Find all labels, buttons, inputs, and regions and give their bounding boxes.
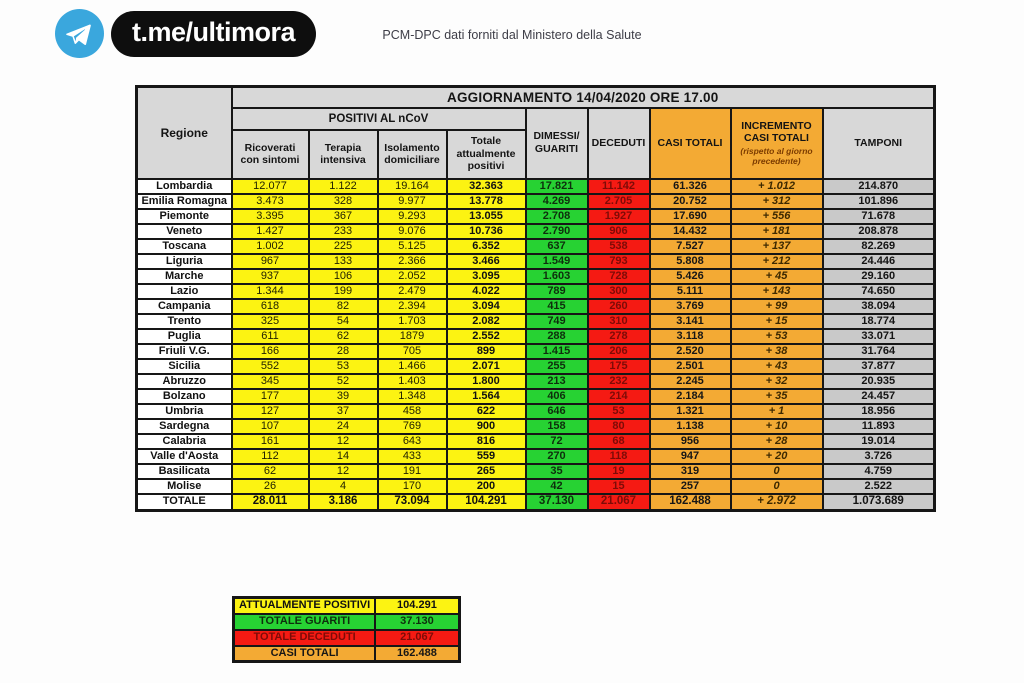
terapia-value: 133 (309, 254, 378, 269)
dimessi-value: 1.549 (526, 254, 588, 269)
column-header-tamponi: TAMPONI (823, 108, 935, 179)
deceduti-value: 538 (588, 239, 650, 254)
table-row (137, 419, 935, 434)
totale-positivi-value: 265 (447, 464, 526, 479)
dimessi-value: 270 (526, 449, 588, 464)
tamponi-value: 29.160 (823, 269, 935, 284)
tamponi-value: 101.896 (823, 194, 935, 209)
isolamento-value: 170 (378, 479, 447, 494)
totale-terapia: 3.186 (309, 494, 378, 511)
casi-totali-value: 947 (650, 449, 731, 464)
table-row (137, 194, 935, 209)
deceduti-value: 300 (588, 284, 650, 299)
deceduti-value: 80 (588, 419, 650, 434)
terapia-value: 225 (309, 239, 378, 254)
casi-totali-value: 2.520 (650, 344, 731, 359)
tamponi-value: 18.956 (823, 404, 935, 419)
table-row (137, 284, 935, 299)
dimessi-value: 646 (526, 404, 588, 419)
region-name: Bolzano (137, 389, 232, 404)
table-row (137, 464, 935, 479)
deceduti-value: 260 (588, 299, 650, 314)
legend-label-casi: CASI TOTALI (234, 646, 376, 662)
legend-label-positivi: ATTUALMENTE POSITIVI (234, 598, 376, 614)
tamponi-value: 24.457 (823, 389, 935, 404)
table-row (137, 209, 935, 224)
legend-row (234, 646, 460, 662)
casi-totali-value: 257 (650, 479, 731, 494)
ricoverati-value: 1.002 (232, 239, 309, 254)
channel-badge[interactable]: t.me/ultimora (111, 11, 316, 57)
table-row (137, 479, 935, 494)
ricoverati-value: 967 (232, 254, 309, 269)
isolamento-value: 2.394 (378, 299, 447, 314)
totale-positivi-value: 899 (447, 344, 526, 359)
totale-positivi-value: 2.552 (447, 329, 526, 344)
ricoverati-value: 166 (232, 344, 309, 359)
incremento-value: + 15 (731, 314, 823, 329)
deceduti-value: 68 (588, 434, 650, 449)
region-name: Abruzzo (137, 374, 232, 389)
ricoverati-value: 937 (232, 269, 309, 284)
terapia-value: 367 (309, 209, 378, 224)
casi-totali-value: 2.184 (650, 389, 731, 404)
casi-totali-value: 2.245 (650, 374, 731, 389)
tamponi-value: 3.726 (823, 449, 935, 464)
isolamento-value: 9.076 (378, 224, 447, 239)
incremento-value: + 28 (731, 434, 823, 449)
totale-positivi-value: 13.055 (447, 209, 526, 224)
tamponi-value: 33.071 (823, 329, 935, 344)
casi-totali-value: 1.138 (650, 419, 731, 434)
dimessi-value: 35 (526, 464, 588, 479)
incremento-value: + 38 (731, 344, 823, 359)
deceduti-value: 206 (588, 344, 650, 359)
casi-totali-value: 5.111 (650, 284, 731, 299)
casi-totali-value: 17.690 (650, 209, 731, 224)
casi-totali-value: 7.527 (650, 239, 731, 254)
deceduti-value: 1.927 (588, 209, 650, 224)
terapia-value: 233 (309, 224, 378, 239)
totale-casi: 162.488 (650, 494, 731, 511)
tamponi-value: 18.774 (823, 314, 935, 329)
incremento-value: + 20 (731, 449, 823, 464)
totale-positivi: 104.291 (447, 494, 526, 511)
terapia-value: 199 (309, 284, 378, 299)
ricoverati-value: 127 (232, 404, 309, 419)
table-row (137, 299, 935, 314)
totale-positivi-value: 4.022 (447, 284, 526, 299)
data-source-note: PCM-DPC dati forniti dal Ministero della Salute (382, 28, 642, 42)
tamponi-value: 214.870 (823, 179, 935, 194)
incremento-value: + 32 (731, 374, 823, 389)
ricoverati-value: 3.395 (232, 209, 309, 224)
isolamento-value: 5.125 (378, 239, 447, 254)
isolamento-value: 1.403 (378, 374, 447, 389)
totale-ricoverati: 28.011 (232, 494, 309, 511)
ricoverati-value: 12.077 (232, 179, 309, 194)
region-name: Lazio (137, 284, 232, 299)
deceduti-value: 793 (588, 254, 650, 269)
column-header-dimessi: DIMESSI/ GUARITI (526, 108, 588, 179)
table-row (137, 224, 935, 239)
tamponi-value: 2.522 (823, 479, 935, 494)
column-group-positivi: POSITIVI AL nCoV (232, 108, 526, 130)
isolamento-value: 9.293 (378, 209, 447, 224)
totale-positivi-value: 3.094 (447, 299, 526, 314)
incremento-label: INCREMENTO CASI TOTALI (741, 119, 812, 145)
terapia-value: 12 (309, 434, 378, 449)
isolamento-value: 2.366 (378, 254, 447, 269)
totale-positivi-value: 1.564 (447, 389, 526, 404)
isolamento-value: 1879 (378, 329, 447, 344)
totale-tamponi: 1.073.689 (823, 494, 935, 511)
table-row (137, 329, 935, 344)
table-row (137, 449, 935, 464)
isolamento-value: 769 (378, 419, 447, 434)
ricoverati-value: 107 (232, 419, 309, 434)
column-header-regione: Regione (137, 87, 232, 179)
incremento-value: + 45 (731, 269, 823, 284)
region-name: Calabria (137, 434, 232, 449)
legend-row (234, 630, 460, 646)
incremento-value: + 99 (731, 299, 823, 314)
totale-label: TOTALE (137, 494, 232, 511)
casi-totali-value: 61.326 (650, 179, 731, 194)
table-row (137, 314, 935, 329)
ricoverati-value: 26 (232, 479, 309, 494)
dimessi-value: 17.821 (526, 179, 588, 194)
casi-totali-value: 20.752 (650, 194, 731, 209)
isolamento-value: 705 (378, 344, 447, 359)
terapia-value: 28 (309, 344, 378, 359)
deceduti-value: 232 (588, 374, 650, 389)
region-name: Veneto (137, 224, 232, 239)
isolamento-value: 458 (378, 404, 447, 419)
covid-table (135, 85, 936, 512)
tamponi-value: 37.877 (823, 359, 935, 374)
terapia-value: 54 (309, 314, 378, 329)
region-name: Sicilia (137, 359, 232, 374)
region-name: Valle d'Aosta (137, 449, 232, 464)
dimessi-value: 1.415 (526, 344, 588, 359)
deceduti-value: 53 (588, 404, 650, 419)
incremento-value: + 43 (731, 359, 823, 374)
ricoverati-value: 1.427 (232, 224, 309, 239)
region-name: Campania (137, 299, 232, 314)
region-name: Piemonte (137, 209, 232, 224)
ricoverati-value: 552 (232, 359, 309, 374)
dimessi-value: 2.790 (526, 224, 588, 239)
table-row (137, 269, 935, 284)
column-header-terapia: Terapia intensiva (309, 130, 378, 179)
isolamento-value: 1.703 (378, 314, 447, 329)
dimessi-value: 637 (526, 239, 588, 254)
region-name: Toscana (137, 239, 232, 254)
tamponi-value: 71.678 (823, 209, 935, 224)
isolamento-value: 643 (378, 434, 447, 449)
dimessi-value: 4.269 (526, 194, 588, 209)
dimessi-value: 749 (526, 314, 588, 329)
isolamento-value: 1.466 (378, 359, 447, 374)
tamponi-value: 82.269 (823, 239, 935, 254)
table-row (137, 389, 935, 404)
deceduti-value: 19 (588, 464, 650, 479)
legend-row (234, 614, 460, 630)
ricoverati-value: 345 (232, 374, 309, 389)
terapia-value: 14 (309, 449, 378, 464)
deceduti-value: 214 (588, 389, 650, 404)
casi-totali-value: 3.118 (650, 329, 731, 344)
dimessi-value: 158 (526, 419, 588, 434)
casi-totali-value: 3.769 (650, 299, 731, 314)
ricoverati-value: 3.473 (232, 194, 309, 209)
totale-row (137, 494, 935, 511)
tamponi-value: 208.878 (823, 224, 935, 239)
legend-value-positivi: 104.291 (375, 598, 459, 614)
ricoverati-value: 177 (232, 389, 309, 404)
dimessi-value: 789 (526, 284, 588, 299)
region-name: Puglia (137, 329, 232, 344)
ricoverati-value: 62 (232, 464, 309, 479)
terapia-value: 82 (309, 299, 378, 314)
tamponi-value: 24.446 (823, 254, 935, 269)
totale-positivi-value: 622 (447, 404, 526, 419)
table-body (137, 179, 935, 494)
deceduti-value: 175 (588, 359, 650, 374)
table-row (137, 239, 935, 254)
terapia-value: 39 (309, 389, 378, 404)
tamponi-value: 11.893 (823, 419, 935, 434)
telegram-icon (55, 9, 104, 58)
incremento-value: + 10 (731, 419, 823, 434)
column-header-ricoverati: Ricoverati con sintomi (232, 130, 309, 179)
isolamento-value: 9.977 (378, 194, 447, 209)
totale-positivi-value: 13.778 (447, 194, 526, 209)
table-row (137, 434, 935, 449)
isolamento-value: 191 (378, 464, 447, 479)
isolamento-value: 1.348 (378, 389, 447, 404)
terapia-value: 328 (309, 194, 378, 209)
totale-positivi-value: 559 (447, 449, 526, 464)
dimessi-value: 72 (526, 434, 588, 449)
isolamento-value: 433 (378, 449, 447, 464)
terapia-value: 4 (309, 479, 378, 494)
dimessi-value: 1.603 (526, 269, 588, 284)
ricoverati-value: 161 (232, 434, 309, 449)
totale-positivi-value: 1.800 (447, 374, 526, 389)
dimessi-value: 415 (526, 299, 588, 314)
incremento-value: + 53 (731, 329, 823, 344)
incremento-value: + 35 (731, 389, 823, 404)
ricoverati-value: 618 (232, 299, 309, 314)
casi-totali-value: 14.432 (650, 224, 731, 239)
incremento-note: (rispetto al giorno precedente) (740, 145, 813, 167)
terapia-value: 1.122 (309, 179, 378, 194)
casi-totali-value: 956 (650, 434, 731, 449)
deceduti-value: 118 (588, 449, 650, 464)
column-header-incremento (731, 108, 823, 179)
column-header-isolamento: Isolamento domiciliare (378, 130, 447, 179)
incremento-value: + 137 (731, 239, 823, 254)
casi-totali-value: 2.501 (650, 359, 731, 374)
totale-positivi-value: 2.071 (447, 359, 526, 374)
terapia-value: 12 (309, 464, 378, 479)
incremento-value: + 1.012 (731, 179, 823, 194)
totale-positivi-value: 3.466 (447, 254, 526, 269)
dimessi-value: 42 (526, 479, 588, 494)
region-name: Friuli V.G. (137, 344, 232, 359)
tamponi-value: 74.650 (823, 284, 935, 299)
casi-totali-value: 3.141 (650, 314, 731, 329)
incremento-value: + 312 (731, 194, 823, 209)
region-name: Sardegna (137, 419, 232, 434)
column-header-totale-positivi: Totale attualmente positivi (447, 130, 526, 179)
column-header-deceduti: DECEDUTI (588, 108, 650, 179)
tamponi-value: 19.014 (823, 434, 935, 449)
totale-positivi-value: 900 (447, 419, 526, 434)
totale-positivi-value: 10.736 (447, 224, 526, 239)
totale-positivi-value: 3.095 (447, 269, 526, 284)
deceduti-value: 728 (588, 269, 650, 284)
region-name: Basilicata (137, 464, 232, 479)
totale-isolamento: 73.094 (378, 494, 447, 511)
casi-totali-value: 319 (650, 464, 731, 479)
casi-totali-value: 1.321 (650, 404, 731, 419)
tamponi-value: 20.935 (823, 374, 935, 389)
ricoverati-value: 611 (232, 329, 309, 344)
incremento-value: + 556 (731, 209, 823, 224)
incremento-value: 0 (731, 464, 823, 479)
totale-positivi-value: 6.352 (447, 239, 526, 254)
deceduti-value: 906 (588, 224, 650, 239)
isolamento-value: 2.052 (378, 269, 447, 284)
deceduti-value: 11.142 (588, 179, 650, 194)
tamponi-value: 31.764 (823, 344, 935, 359)
terapia-value: 37 (309, 404, 378, 419)
totale-incremento: + 2.972 (731, 494, 823, 511)
terapia-value: 106 (309, 269, 378, 284)
tamponi-value: 38.094 (823, 299, 935, 314)
incremento-value: + 143 (731, 284, 823, 299)
deceduti-value: 2.705 (588, 194, 650, 209)
dimessi-value: 406 (526, 389, 588, 404)
incremento-value: + 181 (731, 224, 823, 239)
region-name: Trento (137, 314, 232, 329)
ricoverati-value: 1.344 (232, 284, 309, 299)
deceduti-value: 15 (588, 479, 650, 494)
dimessi-value: 255 (526, 359, 588, 374)
isolamento-value: 2.479 (378, 284, 447, 299)
terapia-value: 53 (309, 359, 378, 374)
casi-totali-value: 5.808 (650, 254, 731, 269)
totale-deceduti: 21.067 (588, 494, 650, 511)
table-row (137, 179, 935, 194)
dimessi-value: 2.708 (526, 209, 588, 224)
incremento-value: 0 (731, 479, 823, 494)
table-row (137, 404, 935, 419)
totale-dimessi: 37.130 (526, 494, 588, 511)
region-name: Marche (137, 269, 232, 284)
terapia-value: 62 (309, 329, 378, 344)
ricoverati-value: 112 (232, 449, 309, 464)
dimessi-value: 288 (526, 329, 588, 344)
totale-positivi-value: 2.082 (447, 314, 526, 329)
region-name: Lombardia (137, 179, 232, 194)
region-name: Molise (137, 479, 232, 494)
tamponi-value: 4.759 (823, 464, 935, 479)
table-row (137, 359, 935, 374)
table-row (137, 344, 935, 359)
ricoverati-value: 325 (232, 314, 309, 329)
totale-positivi-value: 200 (447, 479, 526, 494)
dimessi-value: 213 (526, 374, 588, 389)
totale-positivi-value: 32.363 (447, 179, 526, 194)
table-row (137, 374, 935, 389)
legend-label-deceduti: TOTALE DECEDUTI (234, 630, 376, 646)
legend-value-guariti: 37.130 (375, 614, 459, 630)
region-name: Liguria (137, 254, 232, 269)
region-name: Emilia Romagna (137, 194, 232, 209)
terapia-value: 24 (309, 419, 378, 434)
terapia-value: 52 (309, 374, 378, 389)
summary-legend (232, 596, 461, 663)
table-row (137, 254, 935, 269)
brand-header (55, 9, 316, 58)
region-name: Umbria (137, 404, 232, 419)
deceduti-value: 310 (588, 314, 650, 329)
incremento-value: + 1 (731, 404, 823, 419)
legend-label-guariti: TOTALE GUARITI (234, 614, 376, 630)
legend-row (234, 598, 460, 614)
table-title: AGGIORNAMENTO 14/04/2020 ORE 17.00 (232, 87, 935, 108)
casi-totali-value: 5.426 (650, 269, 731, 284)
legend-value-casi: 162.488 (375, 646, 459, 662)
deceduti-value: 278 (588, 329, 650, 344)
legend-value-deceduti: 21.067 (375, 630, 459, 646)
isolamento-value: 19.164 (378, 179, 447, 194)
column-header-casi-totali: CASI TOTALI (650, 108, 731, 179)
totale-positivi-value: 816 (447, 434, 526, 449)
incremento-value: + 212 (731, 254, 823, 269)
